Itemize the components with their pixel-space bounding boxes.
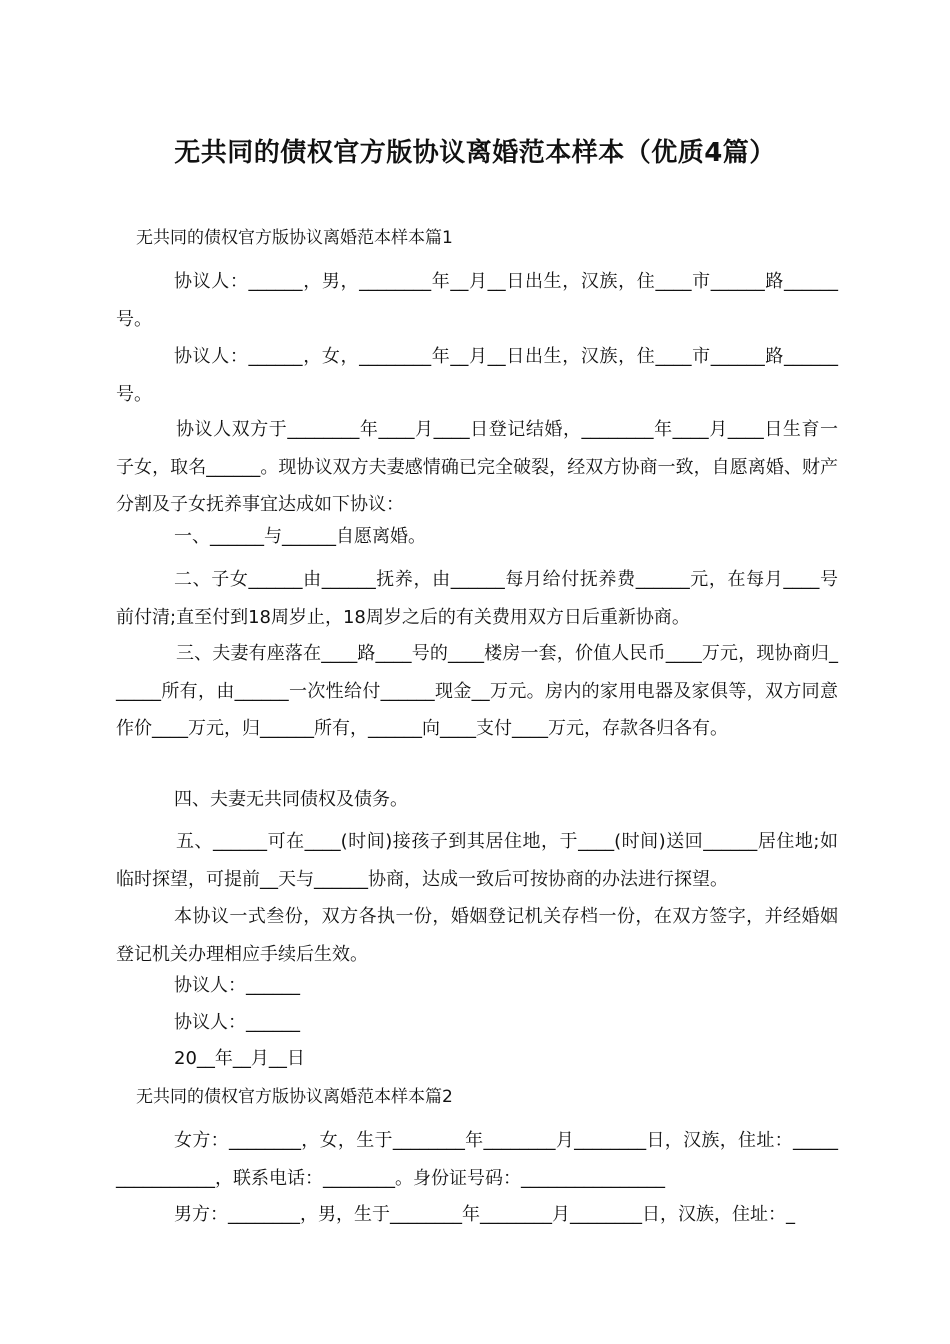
paragraph-party-female-2: 女方：________，女，生于________年________月________日，汉族，住址：________________，联系电话：________。身份证号码：________________ <box>116 1130 838 1189</box>
clause-5: 五、______可在____(时间)接孩子到其居住地，于____(时间)送回______居住地;如临时探望，可提前__天与______协商，达成一致后可按协商的办法进行探望。 <box>116 831 838 890</box>
clause-2: 二、子女______由______抚养，由______每月给付抚养费______元，在每月____号前付清;直至付到18周岁止，18周岁之后的有关费用双方日后重新协商。 <box>116 569 838 628</box>
paragraph-closing: 本协议一式叁份，双方各执一份，婚姻登记机关存档一份，在双方签字，并经婚姻登记机关办理相应手续后生效。 <box>116 906 838 965</box>
section-heading-1: 无共同的债权官方版协议离婚范本样本篇1 <box>136 228 453 248</box>
signature-line-2: 协议人：______ <box>174 1012 300 1033</box>
clause-4: 四、夫妻无共同债权及债务。 <box>174 789 408 810</box>
clause-3: 三、夫妻有座落在____路____号的____楼房一套，价值人民币____万元，现协商归______所有，由______一次性给付______现金__万元。房内的家用电器及家俱等，双方同意作价____万元，归______所有，______向____支付____万元，存款各归各有。 <box>116 643 838 739</box>
paragraph-party-female: 协议人：______，女，________年__月__日出生，汉族，住____市______路______号。 <box>116 346 838 405</box>
signature-line-1: 协议人：______ <box>174 975 300 996</box>
clause-1: 一、______与______自愿离婚。 <box>174 526 426 547</box>
section-heading-2: 无共同的债权官方版协议离婚范本样本篇2 <box>136 1087 453 1107</box>
paragraph-party-male-2: 男方：________，男，生于________年________月________日，汉族，住址：_ <box>174 1204 795 1225</box>
document-title: 无共同的债权官方版协议离婚范本样本（优质4篇） <box>174 138 776 168</box>
date-line: 20__年__月__日 <box>174 1048 305 1069</box>
paragraph-intro: 协议人双方于________年____月____日登记结婚，________年____月____日生育一子女，取名______。现协议双方夫妻感情确已完全破裂，经双方协商一致，自愿离婚、财产分割及子女抚养事宜达成如下协议： <box>116 419 838 515</box>
paragraph-party-male: 协议人：______，男，________年__月__日出生，汉族，住____市______路______号。 <box>116 271 838 330</box>
